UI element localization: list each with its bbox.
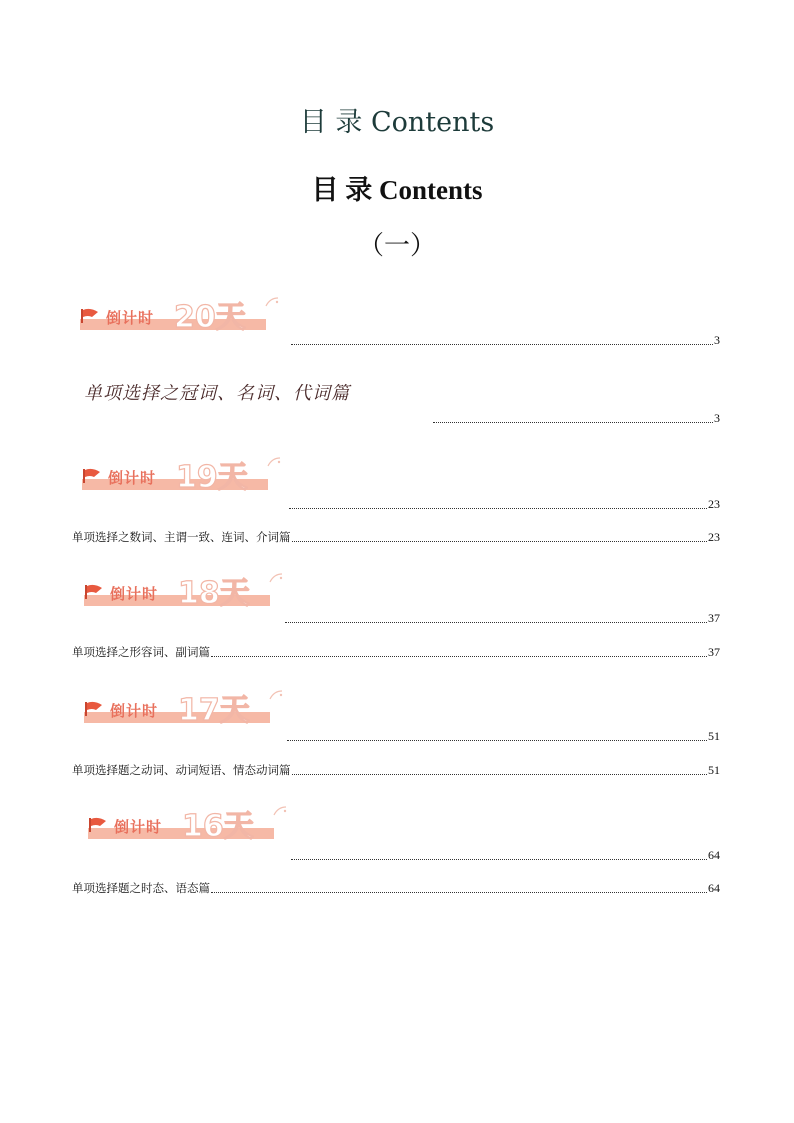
flag-icon xyxy=(80,308,100,324)
toc-line-entry-17[interactable]: 单项选择题之动词、动词短语、情态动词篇 51 xyxy=(72,763,720,777)
sparkle-icon xyxy=(272,805,288,817)
toc-line-section-18[interactable]: 37 xyxy=(284,610,720,626)
sparkle-icon xyxy=(264,296,280,308)
toc-line-entry-16[interactable]: 单项选择题之时态、语态篇 64 xyxy=(72,881,720,895)
toc-line-section-17[interactable]: 51 xyxy=(286,728,720,744)
flag-icon xyxy=(84,701,104,717)
countdown-banner-16: 倒计时 16天 xyxy=(84,803,284,845)
toc-line-entry-18[interactable]: 单项选择之形容词、副词篇 37 xyxy=(72,645,720,659)
toc-line-section-20[interactable]: 3 xyxy=(290,332,720,348)
countdown-banner-18: 倒计时 18天 xyxy=(80,570,280,612)
toc-volume: （一） xyxy=(357,231,436,261)
sparkle-icon xyxy=(266,456,282,468)
toc-line-entry-19[interactable]: 单项选择之数词、主谓一致、连词、介词篇 23 xyxy=(72,530,720,544)
sparkle-icon xyxy=(268,689,284,701)
countdown-banner-20: 倒计时 20天 xyxy=(76,294,276,336)
toc-title: 目 录 Contents xyxy=(299,107,495,138)
toc-line-section-16[interactable]: 64 xyxy=(290,847,720,863)
toc-entry-handwritten[interactable]: 单项选择之冠词、名词、代词篇 xyxy=(84,383,350,404)
flag-icon xyxy=(88,817,108,833)
sparkle-icon xyxy=(268,572,284,584)
toc-line-section-19[interactable]: 23 xyxy=(288,496,720,512)
toc-line-entry-20[interactable]: 3 xyxy=(432,410,720,426)
flag-icon xyxy=(82,468,102,484)
countdown-banner-19: 倒计时 19天 xyxy=(78,454,278,496)
flag-icon xyxy=(84,584,104,600)
toc-title-bold: 目 录 Contents xyxy=(311,175,483,205)
countdown-banner-17: 倒计时 17天 xyxy=(80,687,280,729)
